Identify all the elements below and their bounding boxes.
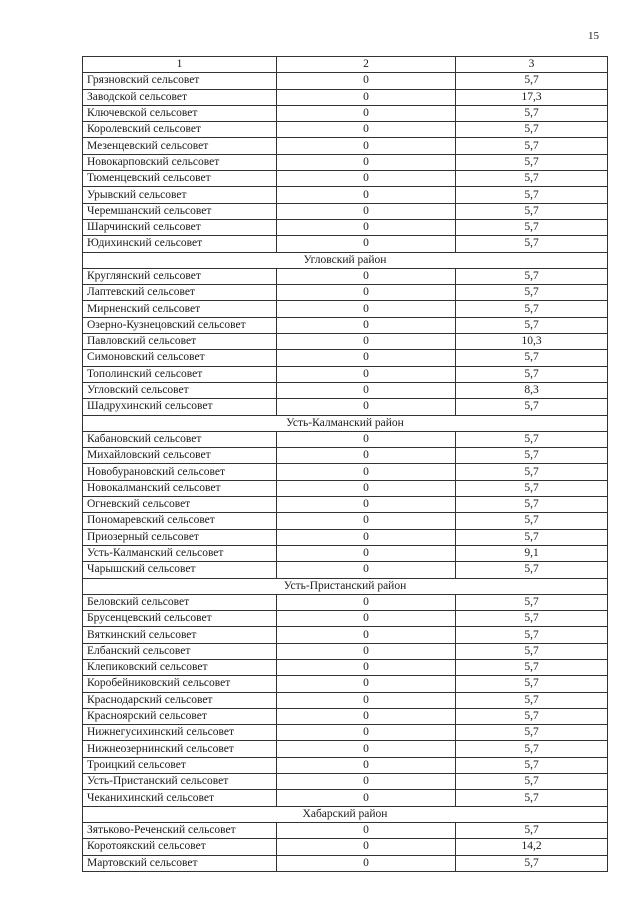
column-2-value: 0 — [277, 203, 456, 219]
table-row — [83, 708, 608, 724]
table-row — [83, 105, 608, 121]
table-row — [83, 219, 608, 235]
district-heading: Усть-Калманский район — [83, 415, 608, 431]
settlement-name: Троицкий сельсовет — [83, 757, 277, 773]
column-2-value: 0 — [277, 480, 456, 496]
column-2-value: 0 — [277, 774, 456, 790]
column-2-value: 0 — [277, 497, 456, 513]
column-2-value: 0 — [277, 725, 456, 741]
table-row — [83, 757, 608, 773]
table-row — [83, 594, 608, 610]
column-2-value: 0 — [277, 366, 456, 382]
column-2-value: 0 — [277, 236, 456, 252]
settlement-name: Краснодарский сельсовет — [83, 692, 277, 708]
settlement-name: Брусенцевский сельсовет — [83, 611, 277, 627]
column-3-value: 5,7 — [456, 692, 608, 708]
column-3-value: 5,7 — [456, 676, 608, 692]
settlement-name: Мартовский сельсовет — [83, 855, 277, 871]
table-row — [83, 73, 608, 89]
table-row — [83, 382, 608, 398]
column-2-value: 0 — [277, 855, 456, 871]
column-3-value: 5,7 — [456, 122, 608, 138]
column-3-value: 5,7 — [456, 725, 608, 741]
column-2-value: 0 — [277, 839, 456, 855]
column-3-value: 5,7 — [456, 562, 608, 578]
table-row — [83, 790, 608, 806]
column-3-value: 10,3 — [456, 334, 608, 350]
settlement-name: Заводской сельсовет — [83, 89, 277, 105]
settlement-name: Коротоякский сельсовет — [83, 839, 277, 855]
column-2-value: 0 — [277, 708, 456, 724]
table-row — [83, 350, 608, 366]
settlement-name: Новобурановский сельсовет — [83, 464, 277, 480]
table-row — [83, 725, 608, 741]
column-3-value: 5,7 — [456, 187, 608, 203]
table-row — [83, 317, 608, 333]
table-row — [83, 774, 608, 790]
column-2-value: 0 — [277, 317, 456, 333]
column-2-value: 0 — [277, 350, 456, 366]
table-row — [83, 627, 608, 643]
column-2-value: 0 — [277, 611, 456, 627]
column-2-value: 0 — [277, 464, 456, 480]
column-3-value: 5,7 — [456, 464, 608, 480]
column-3-value: 5,7 — [456, 171, 608, 187]
settlement-name: Круглянский сельсовет — [83, 268, 277, 284]
settlement-name: Мирненский сельсовет — [83, 301, 277, 317]
table-row — [83, 171, 608, 187]
district-heading: Хабарский район — [83, 806, 608, 822]
settlement-name: Шарчинский сельсовет — [83, 219, 277, 235]
settlement-name: Грязновский сельсовет — [83, 73, 277, 89]
column-2-value: 0 — [277, 643, 456, 659]
column-2-value: 0 — [277, 171, 456, 187]
column-3-value: 5,7 — [456, 350, 608, 366]
settlement-name: Коробейниковский сельсовет — [83, 676, 277, 692]
table-row — [83, 334, 608, 350]
column-3-value: 5,7 — [456, 774, 608, 790]
column-3-value: 5,7 — [456, 236, 608, 252]
table-row — [83, 676, 608, 692]
column-2-value: 0 — [277, 399, 456, 415]
column-3-value: 9,1 — [456, 545, 608, 561]
column-3-value: 5,7 — [456, 154, 608, 170]
settlement-name: Усть-Пристанский сельсовет — [83, 774, 277, 790]
table-row — [83, 268, 608, 284]
settlement-name: Кабановский сельсовет — [83, 431, 277, 447]
column-3-value: 5,7 — [456, 285, 608, 301]
district-heading: Угловский район — [83, 252, 608, 268]
column-3-value: 5,7 — [456, 431, 608, 447]
column-2-value: 0 — [277, 301, 456, 317]
section-row — [83, 578, 608, 594]
table-row — [83, 464, 608, 480]
settlement-name: Новокарповский сельсовет — [83, 154, 277, 170]
column-2-value: 0 — [277, 594, 456, 610]
column-2-value: 0 — [277, 187, 456, 203]
section-row — [83, 252, 608, 268]
table-row — [83, 497, 608, 513]
column-3-value: 5,7 — [456, 611, 608, 627]
column-3-value: 5,7 — [456, 497, 608, 513]
settlement-name: Тюменцевский сельсовет — [83, 171, 277, 187]
column-2-value: 0 — [277, 822, 456, 838]
settlement-name: Симоновский сельсовет — [83, 350, 277, 366]
table-row — [83, 138, 608, 154]
settlement-name: Елбанский сельсовет — [83, 643, 277, 659]
column-2-value: 0 — [277, 741, 456, 757]
table-row — [83, 431, 608, 447]
settlement-name: Пономаревский сельсовет — [83, 513, 277, 529]
column-2-value: 0 — [277, 562, 456, 578]
column-2-value: 0 — [277, 676, 456, 692]
column-2-value: 0 — [277, 448, 456, 464]
settlement-name: Зятьково-Реченский сельсовет — [83, 822, 277, 838]
data-table — [82, 56, 608, 872]
settlement-name: Лаптевский сельсовет — [83, 285, 277, 301]
settlement-name: Тополинский сельсовет — [83, 366, 277, 382]
column-2-value: 0 — [277, 513, 456, 529]
column-3-value: 5,7 — [456, 822, 608, 838]
settlement-name: Огневский сельсовет — [83, 497, 277, 513]
table-row — [83, 513, 608, 529]
table-row — [83, 285, 608, 301]
column-2-value: 0 — [277, 692, 456, 708]
table-row — [83, 692, 608, 708]
page-number: 15 — [588, 30, 599, 42]
column-3-value: 5,7 — [456, 219, 608, 235]
settlement-name: Новокалманский сельсовет — [83, 480, 277, 496]
table-row — [83, 562, 608, 578]
column-3-value: 5,7 — [456, 643, 608, 659]
settlement-name: Беловский сельсовет — [83, 594, 277, 610]
column-2-value: 0 — [277, 285, 456, 301]
column-3-value: 14,2 — [456, 839, 608, 855]
table-row — [83, 187, 608, 203]
column-3-value: 5,7 — [456, 513, 608, 529]
table-row — [83, 659, 608, 675]
settlement-name: Урывский сельсовет — [83, 187, 277, 203]
table-row — [83, 301, 608, 317]
table-row — [83, 89, 608, 105]
district-heading: Усть-Пристанский район — [83, 578, 608, 594]
settlement-name: Приозерный сельсовет — [83, 529, 277, 545]
table-row — [83, 203, 608, 219]
header-row — [83, 57, 608, 73]
column-2-value: 0 — [277, 89, 456, 105]
settlement-name: Нижнегусихинский сельсовет — [83, 725, 277, 741]
settlement-name: Юдихинский сельсовет — [83, 236, 277, 252]
column-2-value: 0 — [277, 431, 456, 447]
table-row — [83, 643, 608, 659]
column-3-value: 5,7 — [456, 448, 608, 464]
column-2-value: 0 — [277, 334, 456, 350]
column-3-value: 5,7 — [456, 480, 608, 496]
table-row — [83, 122, 608, 138]
section-row — [83, 415, 608, 431]
column-2-value: 0 — [277, 154, 456, 170]
column-3-value: 5,7 — [456, 529, 608, 545]
section-row — [83, 806, 608, 822]
column-3-value: 5,7 — [456, 790, 608, 806]
settlement-name: Черемшанский сельсовет — [83, 203, 277, 219]
column-header: 2 — [277, 57, 456, 73]
column-2-value: 0 — [277, 382, 456, 398]
column-3-value: 5,7 — [456, 659, 608, 675]
table-row — [83, 399, 608, 415]
table-row — [83, 839, 608, 855]
column-2-value: 0 — [277, 122, 456, 138]
settlement-name: Угловский сельсовет — [83, 382, 277, 398]
settlement-name: Королевский сельсовет — [83, 122, 277, 138]
table-body — [83, 57, 608, 872]
table-row — [83, 822, 608, 838]
table-row — [83, 154, 608, 170]
settlement-name: Озерно-Кузнецовский сельсовет — [83, 317, 277, 333]
column-3-value: 5,7 — [456, 855, 608, 871]
table-row — [83, 741, 608, 757]
column-3-value: 5,7 — [456, 627, 608, 643]
column-2-value: 0 — [277, 790, 456, 806]
table-row — [83, 855, 608, 871]
column-2-value: 0 — [277, 105, 456, 121]
settlement-name: Михайловский сельсовет — [83, 448, 277, 464]
column-header: 1 — [83, 57, 277, 73]
column-header: 3 — [456, 57, 608, 73]
column-3-value: 5,7 — [456, 317, 608, 333]
column-2-value: 0 — [277, 219, 456, 235]
table-row — [83, 611, 608, 627]
column-3-value: 17,3 — [456, 89, 608, 105]
settlement-name: Вяткинский сельсовет — [83, 627, 277, 643]
settlement-name: Чарышский сельсовет — [83, 562, 277, 578]
table-row — [83, 529, 608, 545]
settlement-name: Красноярский сельсовет — [83, 708, 277, 724]
table-row — [83, 448, 608, 464]
table-row — [83, 236, 608, 252]
column-2-value: 0 — [277, 73, 456, 89]
column-3-value: 5,7 — [456, 399, 608, 415]
settlement-name: Нижнеозернинский сельсовет — [83, 741, 277, 757]
column-2-value: 0 — [277, 138, 456, 154]
column-3-value: 5,7 — [456, 138, 608, 154]
column-2-value: 0 — [277, 659, 456, 675]
table-row — [83, 366, 608, 382]
column-3-value: 5,7 — [456, 708, 608, 724]
column-3-value: 5,7 — [456, 301, 608, 317]
column-3-value: 5,7 — [456, 203, 608, 219]
column-3-value: 5,7 — [456, 594, 608, 610]
column-2-value: 0 — [277, 627, 456, 643]
settlement-name: Павловский сельсовет — [83, 334, 277, 350]
settlement-name: Чеканихинский сельсовет — [83, 790, 277, 806]
column-3-value: 5,7 — [456, 366, 608, 382]
settlement-name: Ключевской сельсовет — [83, 105, 277, 121]
column-3-value: 5,7 — [456, 741, 608, 757]
column-3-value: 5,7 — [456, 268, 608, 284]
column-2-value: 0 — [277, 529, 456, 545]
column-3-value: 5,7 — [456, 73, 608, 89]
column-3-value: 8,3 — [456, 382, 608, 398]
column-2-value: 0 — [277, 545, 456, 561]
column-2-value: 0 — [277, 757, 456, 773]
column-2-value: 0 — [277, 268, 456, 284]
settlement-name: Клепиковский сельсовет — [83, 659, 277, 675]
table-row — [83, 480, 608, 496]
table-row — [83, 545, 608, 561]
settlement-name: Шадрухинский сельсовет — [83, 399, 277, 415]
column-3-value: 5,7 — [456, 757, 608, 773]
settlement-name: Мезенцевский сельсовет — [83, 138, 277, 154]
column-3-value: 5,7 — [456, 105, 608, 121]
settlement-name: Усть-Калманский сельсовет — [83, 545, 277, 561]
